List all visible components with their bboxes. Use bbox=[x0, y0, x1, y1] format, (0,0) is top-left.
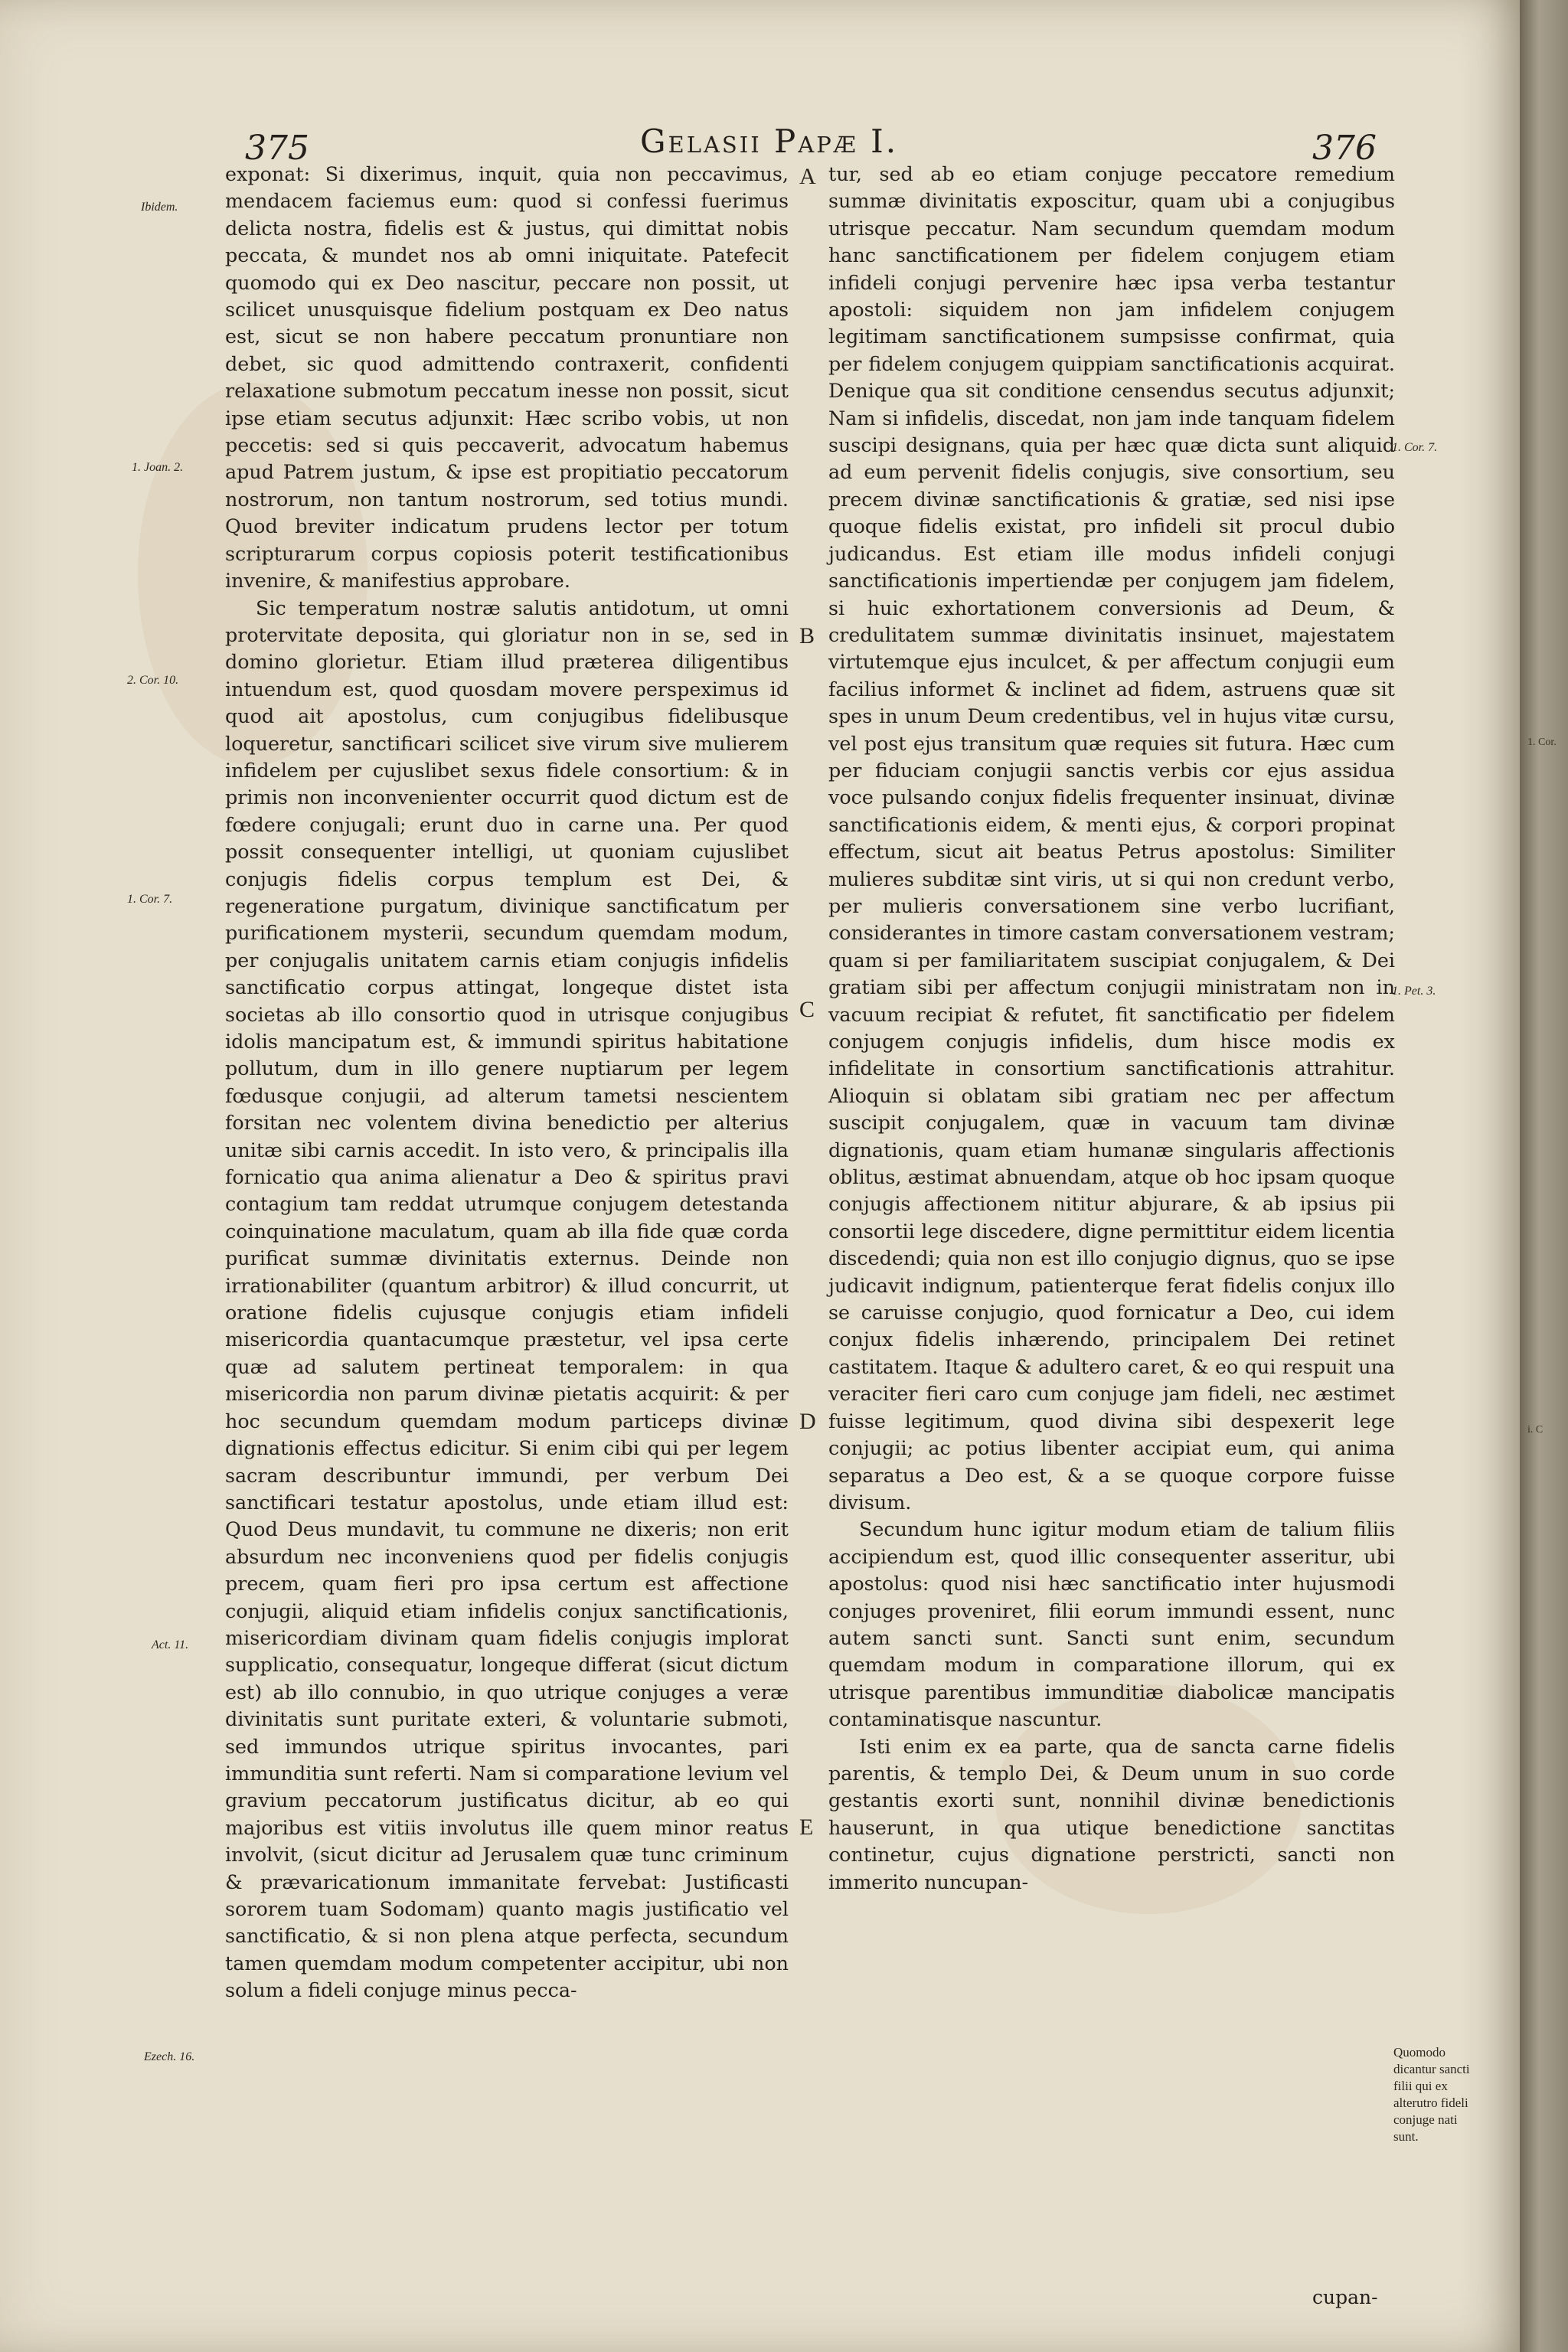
paragraph: Sic temperatum nostræ salutis antidotum, ut omni protervitate deposita, qui gloriatur non in se, sed in domino glorietur. Etiam illud præterea diligentibus intuendum est, quod quosdam movere perspeximus id quod ait apostolus, cum conjugibus fidelibusque loqueretur, sanctificari scilicet sive virum sive mulierem infidelem per cujuslibet sexus fidele consortium: & in primis non inconvenienter occurrit quod dictum est de fœdere conjugali; erunt duo in carne una. Per quod possit consequenter intelligi, ut quoniam cujuslibet conjugis fidelis corpus templum est Dei, & regeneratione purgatum, divinique sanctificatum per purificationem mysterii, secundum quemdam modum, per conjugalis unitatem carnis etiam conjugis infidelis sanctificatio corpus attingat, longeque distet ista societas ab illo consortio quod in utrisque conjugibus idolis mancipatum est, & immundi spiritus habitatione pollutum, dum in illo genere nuptiarum per legem fœdusque conjugii, ad alterum tametsi nescientem forsitan nec volentem divina benedictio per alterius unitæ sibi carnis accedit. In isto vero, & principalis illa fornicatio qua anima alienatur a Deo & spiritus pravi contagium tam reddat utrumque conjugem detestanda coinquinatione maculatum, quam ab illa fide quæ corda purificat summæ divinitatis externus. Deinde non irrationabiliter (quantum arbitror) & illud concurrit, ut oratione fidelis cujusque conjugis etiam infideli misericordia quantacumque præstetur, vel ipsa certe quæ ad salutem pertineat temporalem: in qua misericordia non parum divinæ pietatis acquirit: & per hoc secundum quemdam modum particeps divinæ dignationis effectus edicitur. Si enim cibi qui per legem sacram describuntur immundi, per verbum Dei sanctificari testatur apostolus, unde etiam illud est: Quod Deus mundavit, tu commune ne dixeris; non erit absurdum nec inconveniens quod per fidelis conjugis precem, quam fieri pro ipsa certum est affectione conjugii, aliquid etiam infidelis conjux sanctificationis, misericordiam divinam quam fidelis conjugis implorat supplicatio, consequatur, longeque differat (sicut dictum est) ab illo connubio, in quo utrique conjuges a veræ divinitatis sunt puritate exteri, & voluntarie submoti, sed immundos utrique spiritus invocantes, pari immunditia sunt referti. Nam si comparatione levium vel gravium peccatorum justificatus dicitur, ab eo qui majoribus est vitiis involutus ille quem minor reatus involvit, (sicut dicitur ad Jerusalem quæ tunc criminum & prævaricationum immanitate fervebat: Justificasti sororem tuam Sodomam) quanto magis justificatio vel sanctificatio, & si non plena atque perfecta, secundum tamen quemdam modum competenter accipitur, ubi non solum a fideli conjuge minus pecca- bbox=[225, 596, 789, 2002]
right-text-column bbox=[828, 161, 1395, 1896]
marginal-note: Quomodo dicantur sancti filii qui ex alterutro fideli conjuge nati sunt. bbox=[1393, 2045, 1470, 2144]
margin-ref: 1. Cor. 7. bbox=[127, 893, 173, 906]
margin-ref: Act. 11. bbox=[152, 1638, 189, 1651]
margin-ref: 1. Cor. 7. bbox=[1392, 441, 1438, 454]
section-letter-e: E bbox=[799, 1815, 814, 1840]
catchword: cupan- bbox=[1312, 2286, 1378, 2308]
paragraph: Secundum hunc igitur modum etiam de talium filiis accipiendum est, quod illic consequenter asseritur, ubi apostolus: quod nisi hæc sanctificatio inter hujusmodi conjuges proveniret, filii eorum immundi essent, nunc autem sancti sunt. Sancti sunt enim, secundum quemdam modum in comparatione illorum, qui ex utrisque parentibus immunditiæ diabolicæ mancipatis contaminatisque nascuntur. bbox=[828, 1517, 1395, 1731]
margin-ref: Ezech. 16. bbox=[144, 2050, 195, 2063]
section-letter-d: D bbox=[799, 1409, 816, 1434]
margin-ref: 1. Pet. 3. bbox=[1392, 985, 1436, 998]
left-page-number: 375 bbox=[245, 129, 309, 168]
section-letter-a: A bbox=[799, 164, 816, 189]
paragraph: exponat: Si dixerimus, inquit, quia non peccavimus, mendacem faciemus eum: quod si confessi fuerimus delicta nostra, fidelis est & justus, qui dimittat nobis peccata, & mundet nos ab omni iniquitate. Patefecit quomodo qui ex Deo nascitur, peccare non possit, ut scilicet unusquisque fidelium postquam ex Deo natus est, sicut se non habere peccatum pronuntiare non debet, sic quod admittendo contraxerit, confidenti relaxatione submotum peccatum inesse non possit, sicut ipse etiam secutus adjunxit: Hæc scribo vobis, ut non peccetis: sed si quis peccaverit, advocatum habemus apud Patrem justum, & ipse est propitiatio peccatorum nostrorum, non tantum nostrorum, sed totius mundi. Quod breviter indicatum prudens lector per totum scripturarum corpus copiosis poterit testificationibus invenire, & manifestius approbare. bbox=[225, 162, 789, 593]
running-title: Gelasii Papæ I. bbox=[640, 122, 899, 160]
section-letter-c: C bbox=[799, 997, 815, 1022]
left-text-column bbox=[225, 161, 789, 2004]
edge-fragment: 1. Cor. bbox=[1527, 737, 1557, 748]
edge-fragment: i. C bbox=[1527, 1424, 1544, 1436]
margin-ref: 2. Cor. 10. bbox=[127, 674, 179, 687]
section-letter-b: B bbox=[799, 623, 815, 648]
margin-ref: Ibidem. bbox=[141, 201, 178, 214]
paragraph: tur, sed ab eo etiam conjuge peccatore remedium summæ divinitatis exposcitur, quam ubi a conjugibus utrisque peccatur. Nam secundum quemdam modum hanc sanctificationem per fidelem conjugem etiam infideli conjugi pervenire hæc ipsa verba testantur apostoli: siquidem non jam infidelem conjugem legitimam sanctificationem sumpsisse confirmat, quia per fidelem conjugem quippiam sanctificationis acquirat. Denique qua sit conditione censendus secutus adjunxit; Nam si infidelis, discedat, non jam inde tanquam fidelem suscipi designans, quia per hæc quæ dicta sunt aliquid ad eum pervenit fidelis conjugis, sive consortium, seu precem divinæ sanctificationis & gratiæ, sed nisi ipse quoque fidelis existat, pro infideli sit procul dubio judicandus. Est etiam ille modus infideli conjugi sanctificationis impertiendæ per conjugem jam fidelem, si huic exhortationem conversionis ad Deum, & credulitatem summæ divinitatis insinuet, majestatem virtutemque ejus inculcet, & per affectum conjugii eum facilius informet & inclinet ad fidem, astruens quæ sit spes in unum Deum credentibus, vel in hujus vitæ cursu, vel post ejus transitum quæ requies sit futura. Hæc cum per fiduciam conjugii sanctis verbis cor ejus assidua voce pulsando conjux fidelis frequenter insinuat, divinæ sanctificationis eidem, & menti ejus, & corpori propinat effectum, sicut ait beatus Petrus apostolus: Similiter mulieres subditæ sint viris, ut si qui non credunt verbo, per mulieris conversationem sine verbo lucrifiant, considerantes in timore castam conversationem vestram; quam si per familiaritatem suscipiat conjugalem, & Dei gratiam sibi per affectum conjugii ministratam non in vacuum recipiat & refutet, fit sanctificatio per fidelem conjugem conjugis infidelis, dum hisce modis ex infidelitate in consortium sanctificationis attrahitur. Alioquin si oblatam sibi gratiam nec per affectum suscipit conjugalem, quæ in vacuum tam divinæ dignationis, quam etiam humanæ singularis affectionis oblitus, æstimat abnuendam, atque ob hoc ipsam quoque conjugis affectionem nititur abjurare, & ab ipsius pii consortii lege discedere, digne permittitur eidem licentia discedendi; quia non est illo conjugio dignus, quo se ipse judicavit indignum, patienterque ferat fidelis conjux illo se caruisse conjugio, quod fornicatur a Deo, cui idem conjux fidelis inhærendo, principalem Dei retinet castitatem. Itaque & adultero caret, & eo qui respuit una veraciter fieri caro cum conjuge jam fideli, nec æstimet fuisse legitimum, quod divina sibi despexerit lege conjugii; ac potius libenter accipiat eum, qui anima separatus a Deo est, & a se quoque corpore fuisse divisum. bbox=[828, 162, 1395, 1514]
next-page-edge bbox=[1520, 0, 1568, 2352]
right-page-number: 376 bbox=[1312, 129, 1377, 168]
margin-ref: 1. Joan. 2. bbox=[132, 461, 184, 474]
paragraph: Isti enim ex ea parte, qua de sancta carne fidelis parentis, & templo Dei, & Deum unum in suo corde gestantis exorti sunt, nonnihil divinæ benedictionis hauserunt, in qua utique benedictione sanctitas continetur, cujus dignatione perstricti, sancti non immerito nuncupan- bbox=[828, 1734, 1395, 1893]
